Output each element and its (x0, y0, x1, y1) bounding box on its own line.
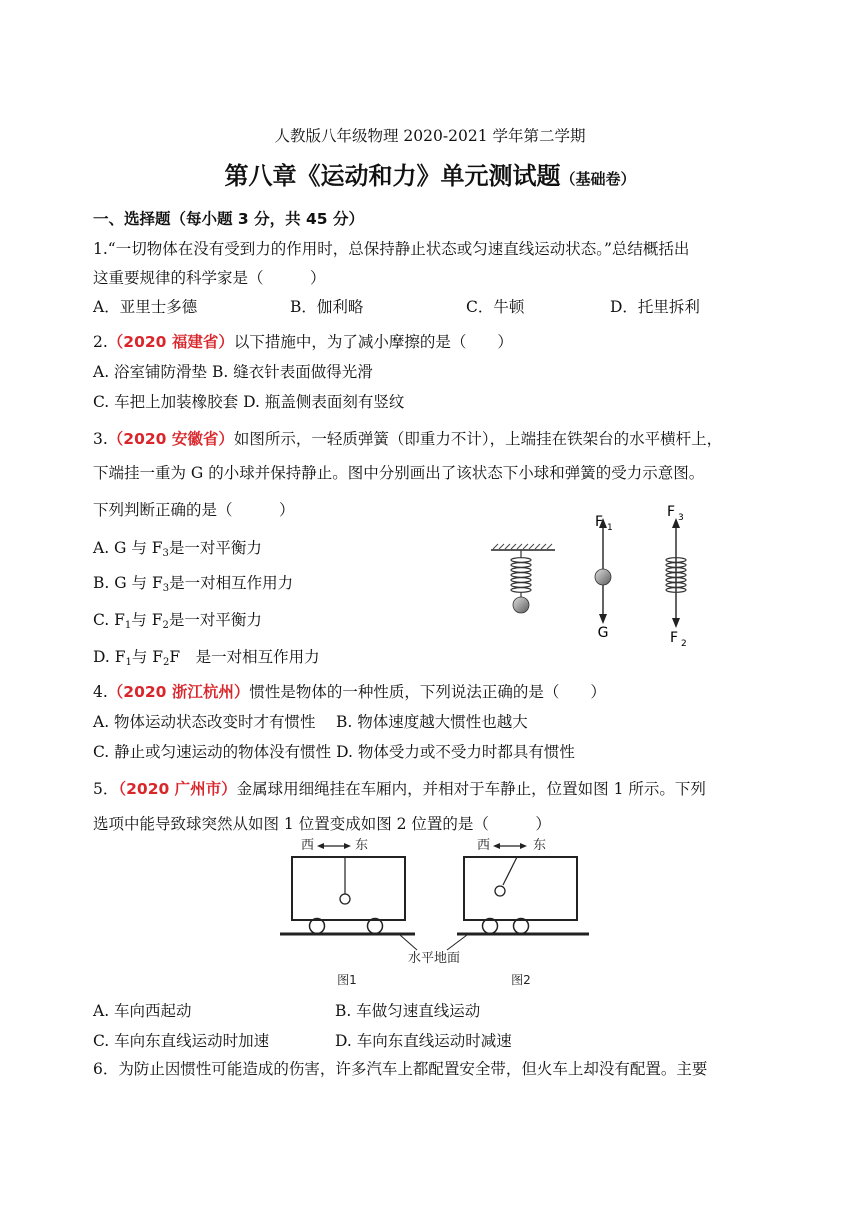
q2-source-tag: （2020 福建省） (107, 333, 234, 351)
q3-number: 3. (93, 430, 108, 448)
direction-east-2: 东 (533, 838, 547, 853)
pendulum-ball-2 (495, 886, 505, 896)
section-heading: 一、选择题（每小题 3 分，共 45 分） (93, 210, 364, 228)
pendulum-ball-1 (340, 894, 350, 904)
q3-option-d-text1: D. F (93, 648, 126, 666)
q1-line1: 1.“一切物体在没有受到力的作用时，总保持静止状态或匀速直线运动状态。”总结概括出 (93, 240, 690, 258)
label-f3: F (666, 504, 676, 520)
q3-option-a-sub: 3 (162, 548, 169, 559)
label-f1-sub: 1 (607, 523, 613, 533)
ball-force-diagram (595, 514, 613, 641)
q6-line1: 6．为防止因惯性可能造成的伤害，许多汽车上都配置安全带，但火车上却没有配置。主要 (93, 1060, 708, 1078)
q3-option-d-sub2: 2 (163, 657, 170, 668)
q5-text-line1: 金属球用细绳挂在车厢内，并相对于车静止，位置如图 1 所示。下列 (236, 780, 706, 798)
q3-source-tag: （2020 安徽省） (107, 430, 234, 448)
q3-option-d-sub1: 1 (125, 657, 132, 668)
exam-title (0, 156, 860, 191)
label-f2: F (669, 630, 679, 646)
figure-1-caption: 图1 (337, 973, 357, 987)
q5-option-c: C. 车向东直线运动时加速 (93, 1032, 270, 1050)
label-f1: F (594, 514, 604, 530)
q5-option-b: B. 车做匀速直线运动 (335, 1002, 481, 1020)
direction-west-1: 西 (301, 838, 315, 853)
cart-2 (464, 838, 577, 934)
q1-option-a: A．亚里士多德 (93, 298, 198, 316)
q4-text: 惯性是物体的一种性质，下列说法正确的是（ ） (249, 683, 606, 701)
q3-option-c-text1: C. F (93, 611, 125, 629)
q2-text: 以下措施中，为了减小摩擦的是（ ） (233, 333, 513, 351)
figure-2-caption: 图2 (511, 973, 531, 987)
q5-option-d: D. 车向东直线运动时减速 (335, 1032, 512, 1050)
q4-options-cd: C. 静止或匀速运动的物体没有惯性 D. 物体受力或不受力时都具有惯性 (93, 743, 575, 761)
ground-label: 水平地面 (407, 951, 461, 966)
q5-line2: 选项中能导致球突然从如图 1 位置变成如图 2 位置的是（ ） (93, 815, 551, 833)
q3-option-c-sub2: 2 (162, 620, 169, 631)
exam-title-main: 第八章《运动和力》单元测试题 (224, 162, 561, 190)
q2-options-ab: A. 浴室铺防滑垫 B. 缝衣针表面做得光滑 (93, 363, 373, 381)
q5-stem (93, 778, 706, 800)
spring-coil (511, 550, 531, 597)
q5-number: 5． (93, 780, 119, 798)
q3-line3: 下列判断正确的是（ ） (93, 501, 295, 519)
q2-stem (93, 331, 513, 353)
q1-option-c: C．牛顿 (466, 298, 525, 316)
q1-option-d: D．托里拆利 (610, 298, 700, 316)
q5-source-tag: （2020 广州市） (118, 780, 237, 798)
q3-option-a-text2: 是一对平衡力 (168, 539, 262, 557)
direction-east-1: 东 (355, 838, 369, 853)
q3-option-b-text2: 是一对相互作用力 (169, 574, 294, 592)
q4-source-tag: （2020 浙江杭州） (107, 683, 250, 701)
q3-option-c-text2: 与 F (131, 611, 163, 629)
q3-option-c-sub1: 1 (124, 620, 132, 631)
ball-icon (595, 569, 611, 585)
q4-options-ab: A. 物体运动状态改变时才有惯性 B. 物体速度越大惯性也越大 (93, 713, 528, 731)
q4-stem (93, 681, 606, 703)
label-g: G (597, 625, 609, 641)
q3-stem (93, 428, 722, 450)
q1-line2: 这重要规律的科学家是（ ） (93, 269, 326, 287)
hanging-ball (513, 597, 529, 613)
support-bar (491, 544, 555, 550)
q5-cart-diagram (277, 834, 592, 994)
spring-force-diagram (666, 504, 687, 649)
q3-option-b-text1: B. G 与 F (93, 574, 163, 592)
label-f2-sub: 2 (681, 639, 687, 649)
label-f3-sub: 3 (678, 513, 684, 523)
q3-option-d (93, 646, 320, 674)
q3-text-line1: 如图所示，一轻质弹簧（即重力不计），上端挂在铁架台的水平横杆上， (233, 430, 723, 448)
q3-option-b (93, 572, 293, 600)
exam-title-suffix: （基础卷） (560, 170, 636, 188)
q3-line2: 下端挂一重为 G 的小球并保持静止。图中分别画出了该状态下小球和弹簧的受力示意图。 (93, 464, 705, 482)
q3-option-c (93, 609, 262, 637)
q2-number: 2. (93, 333, 108, 351)
q4-number: 4. (93, 683, 108, 701)
q3-option-a-text1: A. G 与 F (93, 539, 163, 557)
q2-options-cd: C. 车把上加装橡胶套 D. 瓶盖侧表面刻有竖纹 (93, 393, 405, 411)
q1-option-b: B．伽利略 (290, 298, 364, 316)
q5-option-a: A. 车向西起动 (93, 1002, 192, 1020)
exam-subtitle: 人教版八年级物理 2020-2021 学年第二学期 (274, 127, 586, 145)
q3-option-a (93, 537, 262, 565)
q3-option-d-text3: F 是一对相互作用力 (169, 648, 320, 666)
cart-1 (292, 838, 405, 934)
q3-option-b-sub: 3 (162, 583, 170, 594)
q3-option-c-text3: 是一对平衡力 (168, 611, 262, 629)
q3-option-d-text2: 与 F (131, 648, 164, 666)
q3-force-diagram (488, 500, 728, 650)
direction-west-2: 西 (477, 838, 491, 853)
